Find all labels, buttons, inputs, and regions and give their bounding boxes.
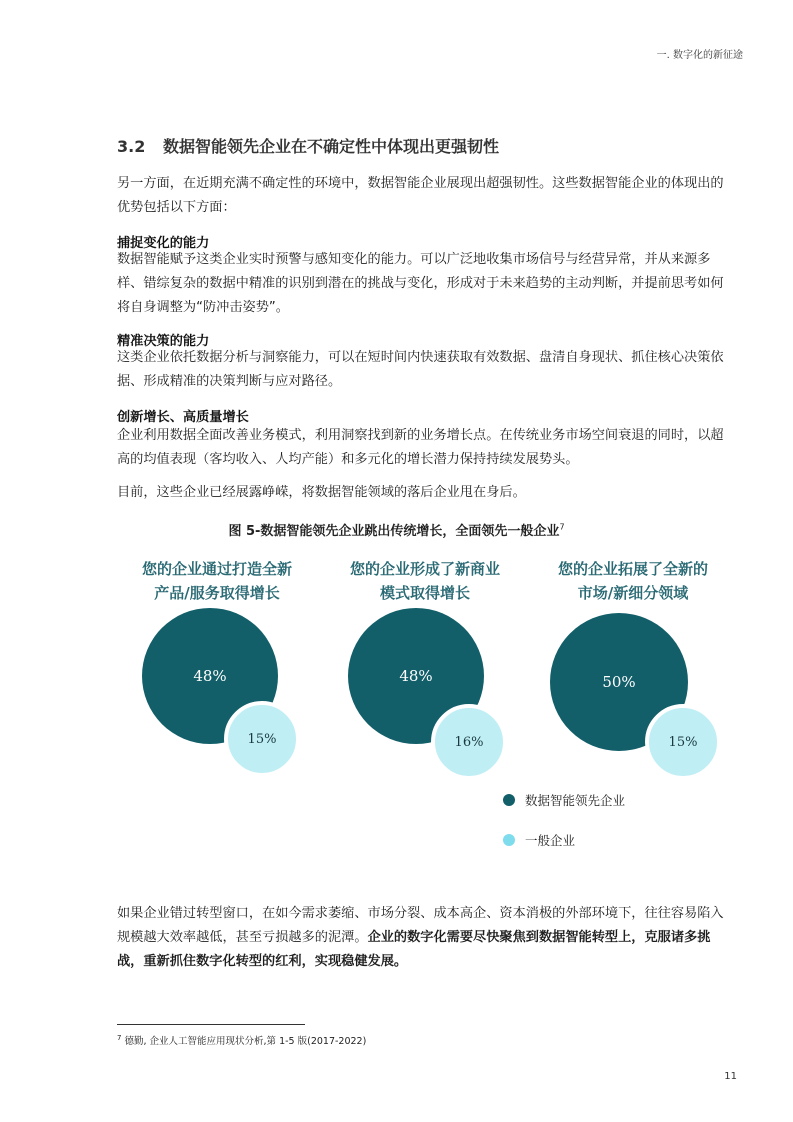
category-3-line2: 市场/新细分领域 (577, 584, 689, 602)
legend-general (503, 831, 575, 849)
closing-paragraph (117, 902, 733, 974)
footnote-divider (117, 1024, 305, 1025)
block-body-decision: 这类企业依托数据分析与洞察能力，可以在短时间内快速获取有效数据、盘清自身现状、抓住核心决策依据、形成精准的决策判断与应对路径。 (117, 350, 724, 389)
chart-category-1 (117, 557, 317, 605)
section-title (117, 134, 499, 157)
block-heading-growth: 创新增长、高质量增长 (117, 410, 249, 425)
bubble-general-3: 15% (645, 704, 721, 780)
figure-footnote-ref: 7 (559, 522, 565, 532)
figure-title-text: 图 5-数据智能领先企业跳出传统增长，全面领先一般企业 (228, 524, 560, 539)
category-3-line1: 您的企业拓展了全新的 (557, 560, 708, 578)
footnote (117, 1033, 366, 1047)
intro-paragraph: 另一方面，在近期充满不确定性的环境中，数据智能企业展现出超强韧性。这些数据智能企业的体现出的优势包括以下方面： (117, 176, 724, 215)
closing-bold-text: 企业的数字化需要尽快聚焦到数据智能转型上，克服诸多挑战，重新抓住数字化转型的红利，实现稳健发展。 (117, 930, 711, 969)
block-heading-change: 捕捉变化的能力 (117, 236, 210, 251)
legend-dot-general (503, 834, 515, 846)
category-2-line1: 您的企业形成了新商业 (349, 560, 500, 578)
footnote-text: 德勤, 企业人工智能应用现状分析,第 1-5 版(2017-2022) (124, 1036, 367, 1047)
page-number: 11 (724, 1071, 737, 1082)
block-body-change: 数据智能赋予这类企业实时预警与感知变化的能力。可以广泛地收集市场信号与经营异常，并从来源多样、错综复杂的数据中精准的识别到潜在的挑战与变化，形成对于未来趋势的主动判断，并提前思考如何将自身调整为“防冲击姿势”。 (117, 252, 724, 315)
closing-normal-text: 如果企业错过转型窗口，在如今需求萎缩、市场分裂、成本高企、资本消极的外部环境下，往往容易陷入规模越大效率越低，甚至亏损越多的泥潭。 (117, 906, 724, 945)
category-1-line2: 产品/服务取得增长 (154, 584, 280, 602)
legend-leader (503, 791, 625, 809)
category-2-line2: 模式取得增长 (379, 584, 470, 602)
figure-title (0, 520, 793, 539)
legend-label-leader: 数据智能领先企业 (525, 793, 626, 808)
footnote-ref: 7 (117, 1033, 122, 1042)
legend-dot-leader (503, 794, 515, 806)
block-body-growth: 企业利用数据全面改善业务模式，利用洞察找到新的业务增长点。在传统业务市场空间衰退的同时，以超高的均值表现（客均收入、人均产能）和多元化的增长潜力保持持续发展势头。 (117, 428, 724, 467)
bubble-general-1: 15% (224, 701, 300, 777)
bubble-general-2: 16% (431, 704, 507, 780)
block-heading-decision: 精准决策的能力 (117, 334, 210, 349)
lead-out-paragraph: 目前，这些企业已经展露峥嵘，将数据智能领域的落后企业甩在身后。 (117, 485, 526, 500)
bubble-leader-1: 48% (142, 608, 278, 744)
chart-category-2 (325, 557, 525, 605)
section-number: 3.2 (117, 137, 146, 156)
bubble-leader-2: 48% (348, 608, 484, 744)
section-tag: 一. 数字化的新征途 (656, 50, 743, 61)
category-1-line1: 您的企业通过打造全新 (141, 560, 292, 578)
bubble-leader-3: 50% (550, 613, 688, 751)
section-title-text: 数据智能领先企业在不确定性中体现出更强韧性 (163, 137, 500, 156)
chart-category-3 (533, 557, 733, 605)
legend-label-general: 一般企业 (525, 833, 576, 848)
